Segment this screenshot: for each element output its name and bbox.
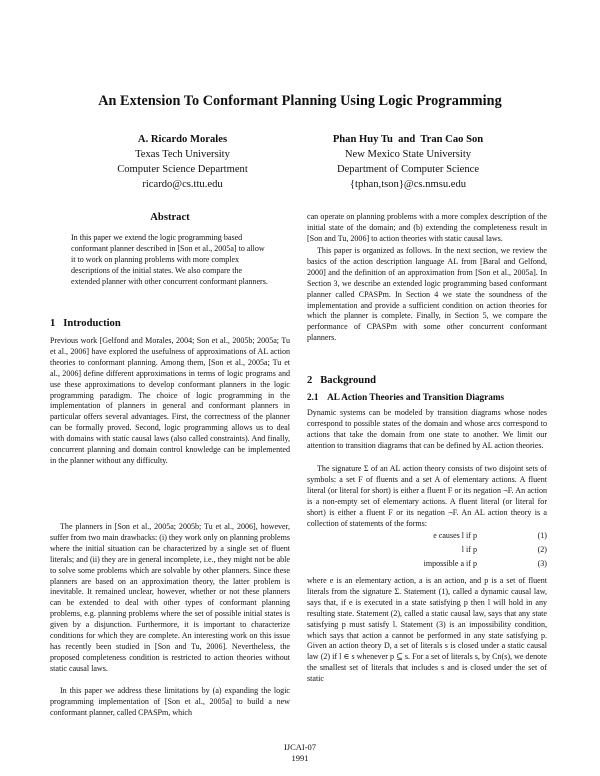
equation-body: l if p	[461, 545, 477, 554]
paragraph: The signature Σ of an AL action theory consists of two disjoint sets of symbols: a set F of fluents and a set A of elementary actions. A fluent literal (or literal for short) is either a fluent F or its negation ¬F. An action is a non-empty set of elementary actions. A fluent literal (or literal for short) is either a fluent F or its negation ¬F. An AL action theory is a collection of statements of the forms:	[307, 464, 547, 528]
abstract-heading: Abstract	[150, 212, 190, 223]
paragraph: Dynamic systems can be modeled by transition diagrams whose nodes correspond to possible states of the domain and whose arcs correspond to actions that take the domain from one state to another. We limit our attention to transition diagrams that can be defined by AL action theories.	[307, 408, 547, 450]
paragraph: Previous work [Gelfond and Morales, 2004; Son et al., 2005b; 2005a; Tu et al., 2006] have explored the usefulness of approximations of AL action theories to conformant planning. Among them, [Son et al., 2005a; Tu et al., 2006] define different approximations in terms of logic programs and use these approximations to develop conformant planners in the logic programming paradigm. The choice of logic programming in the implementation of planners in general and conformant planners in particular offers several advantages. First, the correctness of the planner can be formally proved. Second, logic programming allows us to deal with domains with static causal laws (also called constraints). And finally, concurrent planning and domain control knowledge can be implemented in the planner without any difficulty.	[50, 336, 290, 465]
equation-number: (3)	[537, 559, 547, 568]
equation-body: impossible a if p	[423, 559, 477, 568]
equation-3	[307, 558, 547, 572]
venue-label: IJCAI-07	[283, 742, 317, 752]
author-email: ricardo@cs.ttu.edu	[142, 179, 223, 190]
paragraph: The planners in [Son et al., 2005a; 2005b; Tu et al., 2006], however, suffer from two main drawbacks: (i) they work only on planning problems where the initial situation can be characterized by a single set of fluent literals; and (ii) they are in general incomplete, i.e., they might not be able to solve some problems which are solvable by other planners. Since these planners are based on an approximation theory, the latter problem is inevitable. It remained unclear, however, whether or not these planners can be extended to deal with other types of conformant planning problems, e.g. planning problems where the set of possible initial states is given by a disjunction. Furthermore, it is important to characterize conditions for which they are complete. An interesting work on this issue has recently been studied in [Son and Tu, 2006]. Nevertheless, the proposed completeness condition is restricted to action theories without static causal laws.	[50, 522, 290, 673]
subsection-heading: 2.1 AL Action Theories and Transition Diagrams	[307, 392, 505, 402]
author-name: Phan Huy Tu and Tran Cao Son	[332, 134, 484, 145]
section-heading: 1 Introduction	[50, 318, 121, 329]
author-email: {tphan,tson}@cs.nmsu.edu	[349, 179, 467, 190]
section-heading: 2 Background	[307, 375, 376, 386]
author-block-1	[95, 132, 270, 192]
equation-2	[307, 544, 547, 558]
author-department: Computer Science Department	[117, 164, 248, 175]
paragraph: can operate on planning problems with a more complex description of the initial state of the domain; and (b) extending the completeness result in [Son and Tu, 2006] to action theories with static causal laws.	[307, 212, 547, 243]
page-footer	[0, 742, 600, 763]
equation-number: (1)	[537, 531, 547, 540]
paper-title: An Extension To Conformant Planning Using Logic Programming	[98, 93, 502, 109]
equation-body: e causes l if p	[433, 531, 477, 540]
abstract-text: In this paper we extend the logic programming based conformant planner described in [Son et al., 2005a] to allow it to work on planning problems with more complex descriptions of the initial states. We also compare the extended planner with other concurrent conformant planners.	[71, 233, 268, 286]
author-name: A. Ricardo Morales	[137, 134, 228, 145]
paragraph: This paper is organized as follows. In the next section, we review the basics of the action description language AL from [Baral and Gelfond, 2000] and the definition of an approximation from [Son et al., 2005a]. In Section 3, we describe an extended logic programming based conformant planner called CPASPm. In Section 4 we state the soundness of the implementation and provide a sufficient condition on action theories for which the planner is complete. Finally, in Section 5, we compare the performance of CPASPm with some other concurrent conformant planners.	[307, 246, 547, 343]
paragraph: In this paper we address these limitations by (a) expanding the logic programming implementation of [Son et al., 2005a] to build a new conformant planner, called CPASPm, which	[50, 686, 290, 717]
author-affiliation: Texas Tech University	[135, 149, 230, 160]
author-block-2	[295, 132, 521, 192]
equation-number: (2)	[537, 545, 547, 554]
author-affiliation: New Mexico State University	[344, 149, 472, 160]
paragraph: where e is an elementary action, a is an action, and p is a set of fluent literals from the signature Σ. Statement (1), called a dynamic causal law, says that, if e is executed in a state satisfying p then l will hold in any resulting state. Statement (2), called a static causal law, says that any state satisfying p must satisfy l. Statement (3) is an impossibility condition, which says that action a cannot be performed in any state satisfying p. Given an action theory D, a set of literals s is closed under a static causal law (2) if l ∈ s whenever p ⊆ s. For a set of literals s, by Cn(s), we denote the smallest set of literals that includes s and is closed under the set of static	[307, 576, 547, 684]
equation-1	[307, 530, 547, 544]
author-department: Department of Computer Science	[336, 164, 480, 175]
page-number: 1991	[291, 752, 309, 763]
